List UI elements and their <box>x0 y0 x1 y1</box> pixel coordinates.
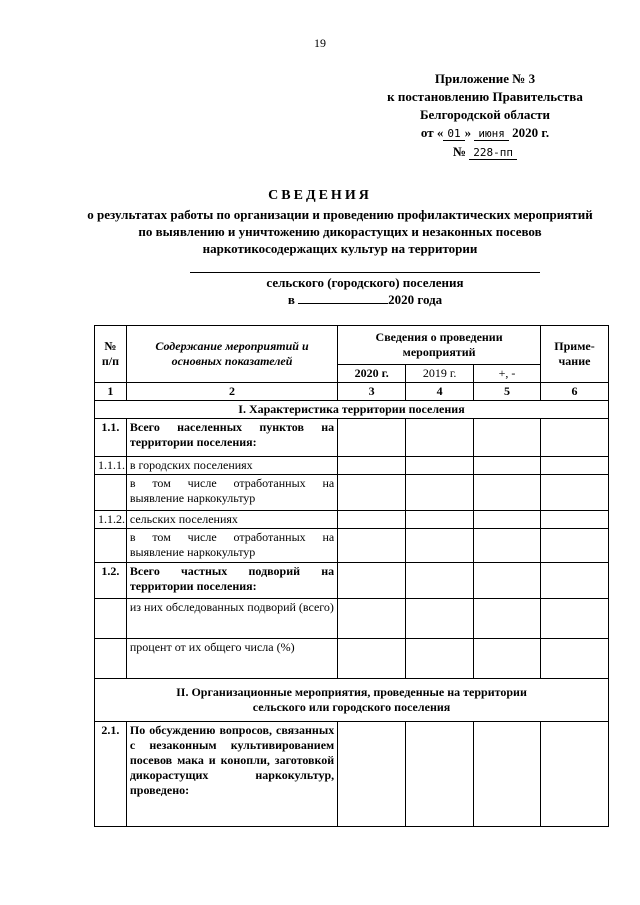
table-row <box>95 563 609 599</box>
col-number: 5 <box>474 383 541 401</box>
date-prefix: от « <box>420 125 444 140</box>
cell-note[interactable] <box>540 457 608 475</box>
header-row <box>95 326 609 365</box>
row-text: в городских поселениях <box>126 457 337 475</box>
cell-2019[interactable] <box>406 475 474 511</box>
period-suffix: 2020 года <box>388 292 443 307</box>
page-number: 19 <box>314 36 326 50</box>
col-number: 4 <box>406 383 474 401</box>
settlement-name-line <box>190 272 540 273</box>
number-prefix: № <box>452 144 467 159</box>
row-text: из них обследованных подворий (всего) <box>126 599 337 639</box>
section-header <box>95 401 609 419</box>
cell-diff[interactable] <box>474 475 541 511</box>
cell-note[interactable] <box>540 722 608 827</box>
cell-diff[interactable] <box>474 529 541 563</box>
cell-2019[interactable] <box>406 511 474 529</box>
row-index: 1.2. <box>95 563 127 599</box>
cell-2020[interactable] <box>338 639 406 679</box>
cell-2019[interactable] <box>406 419 474 457</box>
section-2-title: II. Организационные мероприятия, проведенные на территории сельского или городского поселения <box>95 679 609 722</box>
col-number: 2 <box>126 383 337 401</box>
appendix-line1: Приложение № 3 <box>434 71 536 86</box>
cell-diff[interactable] <box>474 563 541 599</box>
appendix-number <box>340 143 630 162</box>
date-month: июня <box>474 127 509 141</box>
cell-2020[interactable] <box>338 475 406 511</box>
period-line <box>190 291 540 308</box>
section-header <box>95 679 609 722</box>
cell-note[interactable] <box>540 563 608 599</box>
header-info: Сведения о проведении мероприятий <box>338 326 541 365</box>
row-index: 1.1. <box>95 419 127 457</box>
header-num: № п/п <box>95 326 127 383</box>
cell-note[interactable] <box>540 529 608 563</box>
table-row <box>95 722 609 827</box>
cell-diff[interactable] <box>474 722 541 827</box>
cell-note[interactable] <box>540 475 608 511</box>
row-index: 2.1. <box>95 722 127 827</box>
header-2020: 2020 г. <box>338 365 406 383</box>
table-row <box>95 511 609 529</box>
table-row <box>95 475 609 511</box>
table-row <box>95 529 609 563</box>
period-blank <box>298 291 388 304</box>
row-text: сельских поселениях <box>126 511 337 529</box>
appendix-line3: Белгородской области <box>419 107 551 122</box>
cell-2020[interactable] <box>338 419 406 457</box>
appendix-line2: к постановлению Правительства <box>387 89 583 104</box>
cell-diff[interactable] <box>474 639 541 679</box>
document-subtitle: о результатах работы по организации и проведению профилактических мероприятий по выявлению и уничтожению дикорастущих и незаконных посевов наркотикосодержащих культур на территории <box>87 207 593 256</box>
cell-2020[interactable] <box>338 511 406 529</box>
section-1-title: I. Характеристика территории поселения <box>95 401 609 419</box>
settlement-block <box>190 274 540 308</box>
table-row <box>95 599 609 639</box>
appendix-date <box>340 124 630 143</box>
cell-diff[interactable] <box>474 511 541 529</box>
col-number: 3 <box>338 383 406 401</box>
row-index <box>95 639 127 679</box>
cell-2020[interactable] <box>338 457 406 475</box>
cell-diff[interactable] <box>474 599 541 639</box>
cell-2020[interactable] <box>338 529 406 563</box>
col-number: 6 <box>540 383 608 401</box>
cell-2020[interactable] <box>338 599 406 639</box>
table-row <box>95 419 609 457</box>
settlement-label: сельского (городского) поселения <box>266 275 464 290</box>
row-index: 1.1.1. <box>95 457 127 475</box>
row-index <box>95 529 127 563</box>
cell-2019[interactable] <box>406 599 474 639</box>
row-text: в том числе отработанных на выявление наркокультур <box>126 529 337 563</box>
header-2019: 2019 г. <box>406 365 474 383</box>
cell-2019[interactable] <box>406 529 474 563</box>
header-note: Приме-чание <box>540 326 608 383</box>
cell-note[interactable] <box>540 599 608 639</box>
cell-2019[interactable] <box>406 639 474 679</box>
cell-2019[interactable] <box>406 457 474 475</box>
cell-note[interactable] <box>540 419 608 457</box>
cell-note[interactable] <box>540 639 608 679</box>
cell-2019[interactable] <box>406 563 474 599</box>
cell-diff[interactable] <box>474 457 541 475</box>
report-table <box>94 325 609 827</box>
date-year: 2020 г. <box>512 125 550 140</box>
row-index <box>95 475 127 511</box>
appendix-header <box>340 70 630 162</box>
row-text: Всего частных подворий на территории поселения: <box>126 563 337 599</box>
date-day: 01 <box>443 127 464 141</box>
cell-2019[interactable] <box>406 722 474 827</box>
document-title: СВЕДЕНИЯ <box>268 188 372 203</box>
table-row <box>95 457 609 475</box>
cell-diff[interactable] <box>474 419 541 457</box>
row-index <box>95 599 127 639</box>
header-content: Содержание мероприятий и основных показателей <box>126 326 337 383</box>
cell-2020[interactable] <box>338 722 406 827</box>
period-prefix: в <box>287 292 295 307</box>
col-number: 1 <box>95 383 127 401</box>
row-text: процент от их общего числа (%) <box>126 639 337 679</box>
cell-note[interactable] <box>540 511 608 529</box>
number-value: 228-пп <box>469 146 517 160</box>
header-diff: +, - <box>474 365 541 383</box>
date-mid: » <box>464 125 472 140</box>
row-text: По обсуждению вопросов, связанных с незаконным культивированием посевов мака и конопли, заготовкой дикорастущих наркокультур, проведено: <box>126 722 337 827</box>
row-text: в том числе отработанных на выявление наркокультур <box>126 475 337 511</box>
column-numbers-row <box>95 383 609 401</box>
table-row <box>95 639 609 679</box>
cell-2020[interactable] <box>338 563 406 599</box>
row-index: 1.1.2. <box>95 511 127 529</box>
row-text: Всего населенных пунктов на территории поселения: <box>126 419 337 457</box>
